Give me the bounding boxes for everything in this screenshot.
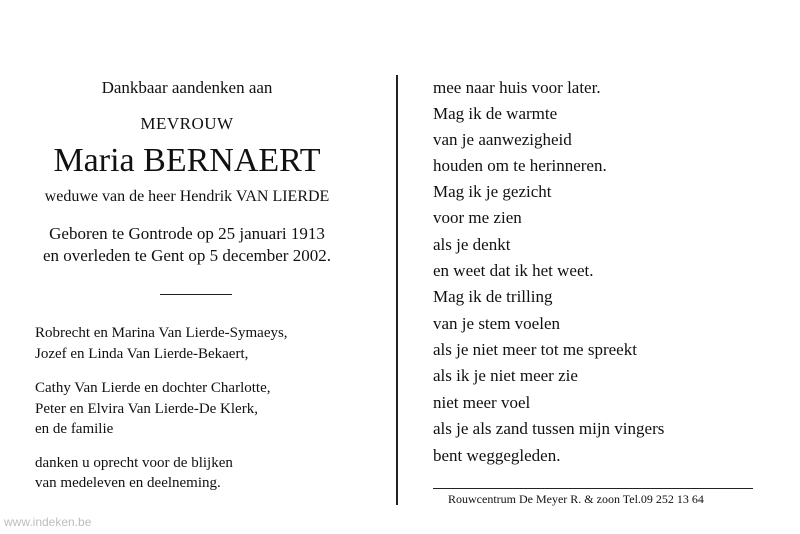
family-line: Robrecht en Marina Van Lierde-Symaeys, (35, 325, 288, 341)
poem-line: als je niet meer tot me spreekt (433, 340, 637, 359)
poem-line: niet meer voel (433, 393, 531, 412)
poem-line: mee naar huis voor later. (433, 78, 601, 97)
watermark: www.indeken.be (4, 515, 92, 529)
deceased-name: Maria BERNAERT (53, 142, 321, 179)
poem-line: bent weggegleden. (433, 446, 561, 465)
thanks-line: van medeleven en deelneming. (35, 475, 221, 491)
poem-line: van je stem voelen (433, 314, 560, 333)
poem-line: als je als zand tussen mijn vingers (433, 419, 665, 438)
family-line: en de familie (35, 421, 114, 437)
poem-line: als je denkt (433, 235, 511, 254)
widow-line: weduwe van de heer Hendrik VAN LIERDE (44, 188, 330, 205)
family-line: Jozef en Linda Van Lierde-Bekaert, (35, 346, 249, 362)
poem-line: houden om te herinneren. (433, 156, 607, 175)
poem-line: Mag ik de trilling (433, 287, 553, 306)
short-divider (160, 294, 232, 295)
poem-line: als ik je niet meer zie (433, 366, 578, 385)
poem-line: Mag ik je gezicht (433, 182, 552, 201)
family-line: Peter en Elvira Van Lierde-De Klerk, (35, 401, 258, 417)
family-line: Cathy Van Lierde en dochter Charlotte, (35, 380, 271, 396)
death-line: en overleden te Gent op 5 december 2002. (43, 246, 331, 265)
vertical-divider (396, 75, 398, 505)
poem-line: van je aanwezigheid (433, 130, 572, 149)
heading-thankful-memory: Dankbaar aandenken aan (101, 78, 273, 97)
footer-divider (433, 488, 753, 489)
poem-line: voor me zien (433, 208, 522, 227)
thanks-line: danken u oprecht voor de blijken (35, 455, 233, 471)
heading-title: MEVROUW (140, 114, 234, 133)
poem-line: en weet dat ik het weet. (433, 261, 594, 280)
poem-line: Mag ik de warmte (433, 104, 558, 123)
funeral-home-footer: Rouwcentrum De Meyer R. & zoon Tel.09 252 13 64 (448, 492, 704, 506)
birth-line: Geboren te Gontrode op 25 januari 1913 (49, 224, 325, 243)
